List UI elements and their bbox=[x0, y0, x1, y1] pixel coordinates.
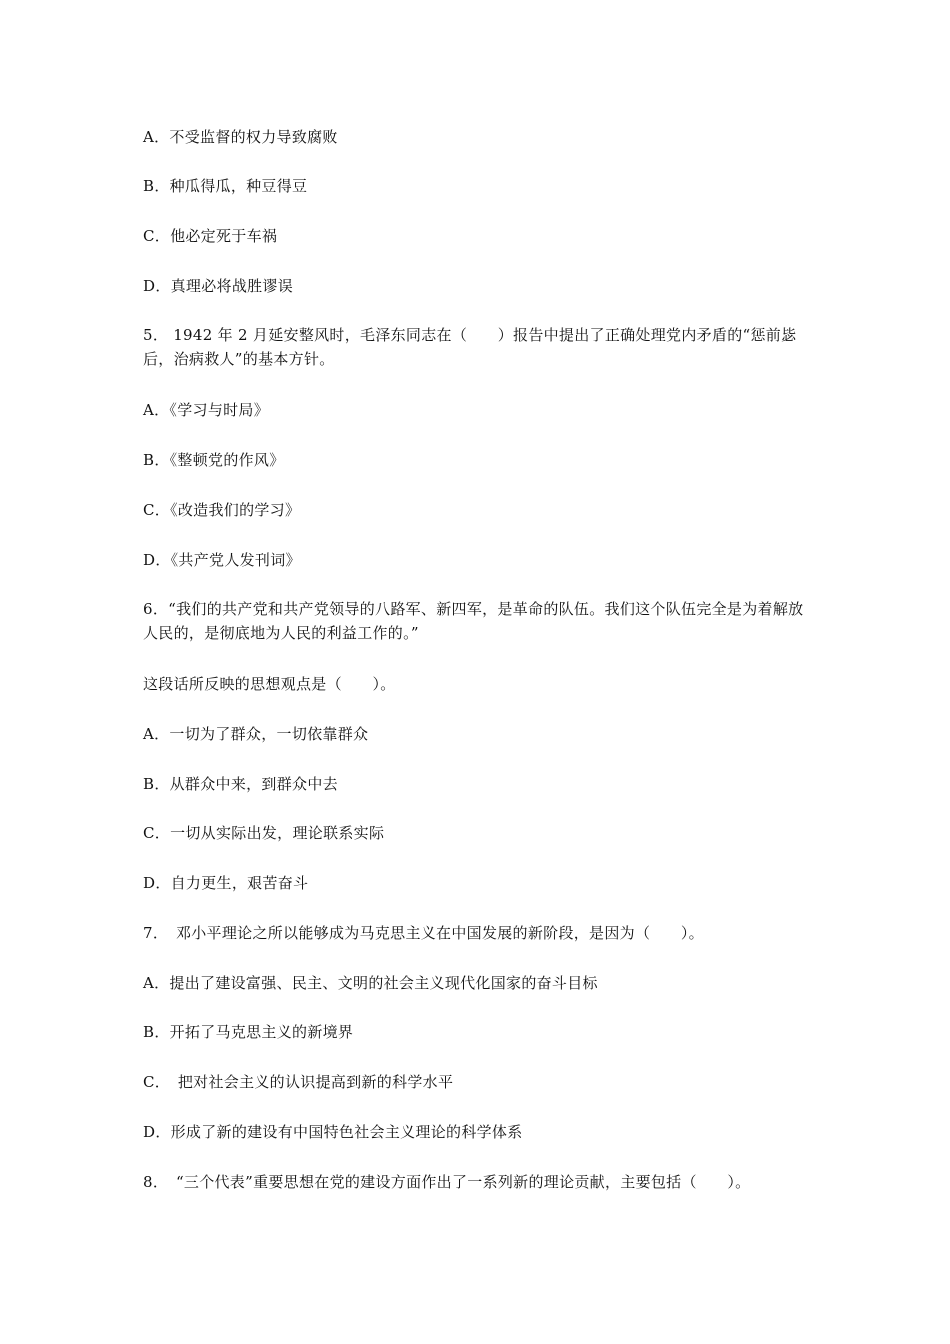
q7-option-a: A．提出了建设富强、民主、文明的社会主义现代化国家的奋斗目标 bbox=[143, 974, 598, 992]
q7-stem: 7． 邓小平理论之所以能够成为马克思主义在中国发展的新阶段，是因为（ ）。 bbox=[143, 924, 704, 942]
q5-option-c: C．《改造我们的学习》 bbox=[143, 501, 301, 519]
q5-option-b: B．《整顿党的作风》 bbox=[143, 451, 285, 469]
q6-option-c: C．一切从实际出发，理论联系实际 bbox=[143, 824, 385, 842]
q4-option-a: A．不受监督的权力导致腐败 bbox=[143, 128, 338, 146]
q7-option-c: C． 把对社会主义的认识提高到新的科学水平 bbox=[143, 1073, 454, 1091]
q6-option-d: D．自力更生，艰苦奋斗 bbox=[143, 874, 309, 892]
q5-option-a: A．《学习与时局》 bbox=[143, 401, 270, 419]
q7-option-b: B．开拓了马克思主义的新境界 bbox=[143, 1023, 354, 1041]
q6-stem: 6．“我们的共产党和共产党领导的八路军、新四军，是革命的队伍。我们这个队伍完全是为着解放人民的，是彻底地为人民的利益工作的。” bbox=[143, 600, 804, 642]
q4-option-b: B．种瓜得瓜，种豆得豆 bbox=[143, 177, 308, 195]
q6-prompt: 这段话所反映的思想观点是（ ）。 bbox=[143, 675, 396, 693]
q5-option-d: D．《共产党人发刊词》 bbox=[143, 551, 301, 569]
q5-stem: 5． 1942 年 2 月延安整风时，毛泽东同志在（ ）报告中提出了正确处理党内矛盾的“惩前毖后，治病救人”的基本方针。 bbox=[143, 326, 797, 368]
q4-option-c: C．他必定死于车祸 bbox=[143, 227, 278, 245]
q7-option-d: D．形成了新的建设有中国特色社会主义理论的科学体系 bbox=[143, 1123, 523, 1141]
q6-option-b: B．从群众中来，到群众中去 bbox=[143, 775, 338, 793]
q4-option-d: D．真理必将战胜谬误 bbox=[143, 277, 294, 295]
q8-stem: 8． “三个代表”重要思想在党的建设方面作出了一系列新的理论贡献，主要包括（ ）。 bbox=[143, 1173, 751, 1191]
q6-option-a: A．一切为了群众，一切依靠群众 bbox=[143, 725, 369, 743]
